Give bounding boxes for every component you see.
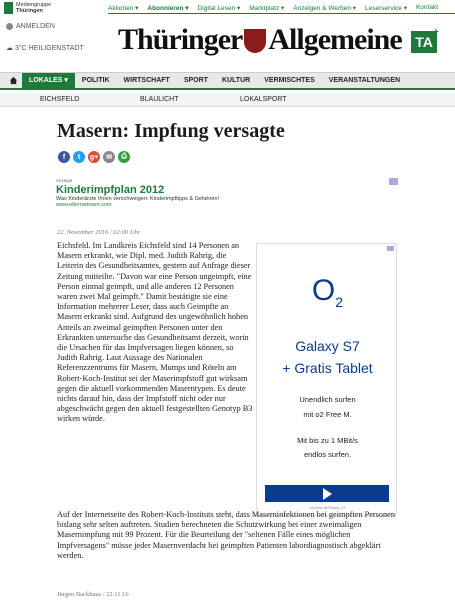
article-title: Masern: Impfung versagte (57, 120, 285, 142)
masthead-logo[interactable] (118, 23, 402, 57)
topnav-item[interactable]: Marktplatz ▾ (249, 5, 285, 12)
brand-line2: Thüringen (16, 8, 43, 14)
subnav-item-eichsfeld[interactable]: EICHSFELD (40, 96, 80, 103)
subnav-item-lokalsport[interactable]: LOKALSPORT (240, 96, 287, 103)
email-icon[interactable]: ✉ (103, 151, 115, 163)
text-ad[interactable] (56, 178, 398, 218)
ad-url[interactable]: www.elternwissen.com (56, 202, 112, 208)
nav-item[interactable]: VERANSTALTUNGEN (328, 77, 401, 84)
nav-item[interactable]: SPORT (183, 77, 208, 84)
facebook-icon[interactable]: f (58, 151, 70, 163)
ad-headline-1: Galaxy S7 (295, 338, 360, 354)
main-navigation (0, 72, 455, 90)
share-bar (58, 151, 133, 163)
top-bar (0, 0, 455, 18)
nav-item[interactable]: LOKALES ▾ (22, 73, 75, 89)
article-date: 22. November 2016 / 02:00 Uhr (57, 229, 141, 236)
login-link[interactable] (6, 23, 55, 30)
top-divider (108, 13, 455, 14)
ta-logo-icon[interactable]: TA (411, 31, 437, 53)
masthead-left: Thüringer (118, 23, 243, 56)
topnav-item[interactable]: Kontakt (415, 4, 439, 11)
topnav-item[interactable]: Abonnieren ▾ (147, 5, 189, 12)
nav-item[interactable]: VERMISCHTES (264, 77, 315, 84)
brand-line1: Mediengruppe (16, 2, 52, 8)
adchoices-icon[interactable] (387, 246, 394, 251)
nav-item[interactable]: WIRTSCHAFT (123, 77, 170, 84)
home-icon[interactable] (4, 73, 22, 89)
ad-text-1: Unendlich surfen (299, 395, 356, 404)
o2-banner-ad[interactable] (256, 243, 397, 516)
ad-label: Anzeige (56, 178, 73, 183)
user-icon (6, 23, 13, 30)
article-body-part2: Auf der Internetseite des Robert-Koch-Instituts steht, dass Maserninfektionen bei geimpften Personen bislang sehr selten auftreten. Studien berechneten die Schutzwirkung bei einer zweimaligen Masernimpfung mit 99 Prozent. Für die Beurteilung der "seltenen Fälle eines möglichen Impfversagens" müsse jeder Masernverdacht bei geimpften Patienten labordiagnostisch abgeklärt werden. (57, 510, 396, 560)
ad-description: Was Kinderärzte Ihnen verschweigen: Kinderimpftipps & Gefahren! (56, 196, 220, 202)
ta-plus-icon: + (433, 27, 439, 38)
ad-footer-url: o2online.de/Galaxy_S7 (309, 506, 346, 510)
weather-text: 3°C HEILIGENSTADT (14, 45, 84, 52)
top-navigation (108, 4, 447, 12)
topnav-item[interactable]: Anzeigen & Werben ▾ (293, 5, 357, 12)
ad-play-button[interactable] (265, 485, 389, 502)
article-author: Jürgen Backhaus / 22.11.16 (57, 591, 129, 598)
topnav-item[interactable]: Digital Lesen ▾ (197, 5, 241, 12)
weather-widget[interactable] (6, 44, 84, 52)
adchoices-icon[interactable] (389, 178, 398, 185)
play-icon (323, 488, 332, 500)
ad-title[interactable]: Kinderimpfplan 2012 (56, 184, 165, 196)
coat-of-arms-icon (244, 29, 266, 53)
subnav-item-blaulicht[interactable]: BLAULICHT (140, 96, 179, 103)
nav-item[interactable]: KULTUR (221, 77, 251, 84)
mediengruppe-logo-icon (4, 2, 13, 14)
masthead-right: Allgemeine (268, 23, 402, 56)
googleplus-icon[interactable]: g+ (88, 151, 100, 163)
ad-text-3: Mit bis zu 1 MBit/s (297, 436, 358, 445)
topnav-item[interactable]: Aktionen ▾ (108, 5, 139, 12)
nav-item[interactable]: POLITIK (81, 77, 110, 84)
article-body-part1: Eichsfeld. Im Landkreis Eichsfeld sind 14 Personen an Masern erkrankt, wie Dipl. med. Judith Rahrig, die Leiterin des Gesundheitsamtes, gestern auf Anfrage dieser Zeitung mitteilte. "Davon war eine Person ungeimpft, eine Person einmal geimpft, und alle anderen 12 Personen waren zwei Mal geimpft." Damit bestätigte sie eine Information mehrerer Leser, dass auch Geimpfte an Masern erkrankt sind. Aufgrund des ungewöhnlich hohen Anteils an zweimal geimpften Personen unter den Erkrankten untersuche das Gesundheitsamt derzeit, worin die Ursachen für das Impfversagen liegen können, so Judith Rahrig. Laut Aussage des Nationalen Referenzzentrums für Masern, Mumps und Röteln am Robert-Koch-Institut sei der Maserimpfstoff gut wirksam gegen die aktuell vorkommenden Maserntypen. Es deute nichts darauf hin, dass der Impfstoff nicht oder nur abgeschwächt gegen den aktuell festgestellten Genotyp B3 wirken würde. (57, 241, 253, 424)
ad-text-4: endlos surfen. (303, 450, 352, 459)
ad-headline-2: + Gratis Tablet (282, 360, 373, 376)
brand-logo[interactable] (4, 2, 51, 14)
o2-logo: $O_2$ (311, 274, 344, 310)
login-label: ANMELDEN (16, 23, 55, 30)
sub-navigation (0, 93, 455, 107)
twitter-icon[interactable]: t (73, 151, 85, 163)
topnav-item[interactable]: Leserservice ▾ (365, 5, 407, 12)
ad-text-2: mit o2 Free M. (303, 410, 352, 419)
print-icon[interactable]: ⎙ (118, 151, 130, 163)
cloud-icon: ☁ (6, 45, 13, 52)
